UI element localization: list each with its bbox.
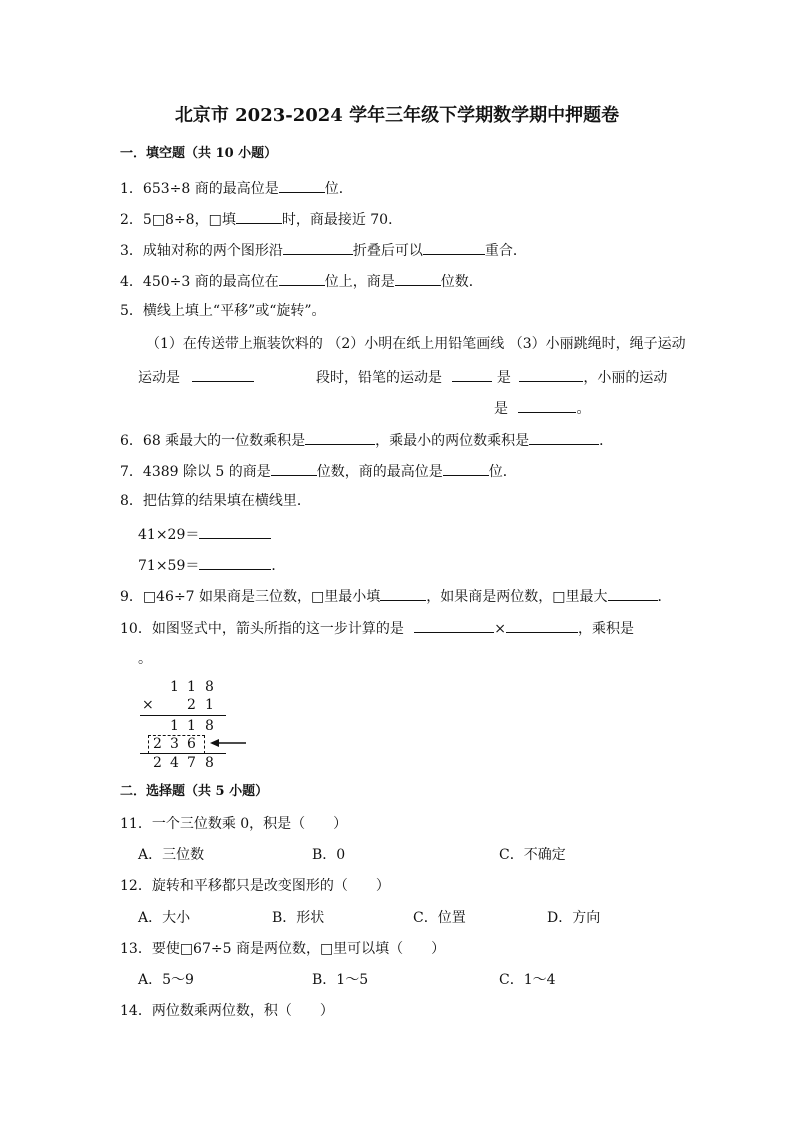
digit-r1-c2: 1 — [187, 679, 196, 695]
question-8-stem: 8．把估算的结果填在横线里． — [120, 493, 311, 509]
question-12-stem: 12．旋转和平移都只是改变图形的（ ） — [120, 878, 390, 894]
section-1-heading: 一．填空题（共 10 小题） — [120, 146, 278, 161]
q5-blank-3[interactable] — [519, 369, 583, 382]
q1-text: 1．653÷8 商的最高位是 — [120, 181, 279, 197]
q9-blank-1[interactable] — [380, 588, 426, 601]
digit-r4-c1: 3 — [170, 736, 179, 752]
q3-blank-1[interactable] — [283, 242, 353, 255]
q6-blank-1[interactable] — [305, 432, 375, 445]
q10-blank-2[interactable] — [506, 620, 578, 633]
q12-option-c[interactable]: C．位置 — [413, 910, 466, 926]
digit-r4-c0: 2 — [153, 736, 162, 752]
question-13-stem: 13．要使□67÷5 商是两位数，□里可以填（ ） — [120, 941, 446, 957]
q2-blank[interactable] — [236, 211, 282, 224]
q1-blank[interactable] — [279, 180, 325, 193]
line-1 — [140, 715, 226, 716]
q2-end: 时，商最接近 70． — [281, 212, 403, 228]
q5-sub3-shi-2: 是 — [494, 401, 508, 417]
question-4 — [120, 273, 483, 289]
digit-r3-c1: 1 — [170, 718, 179, 734]
q3-end: 重合． — [484, 243, 527, 259]
question-14-stem: 14．两位数乘两位数，积（ ） — [120, 1003, 334, 1019]
question-11-stem: 11．一个三位数乘 0，积是（ ） — [120, 816, 348, 832]
q7-blank-1[interactable] — [271, 463, 317, 476]
question-5-row-3 — [494, 400, 590, 416]
q2-text: 2．5□8÷8，□填 — [120, 212, 236, 228]
q9-end: ． — [657, 589, 672, 605]
q7-text: 7．4389 除以 5 的商是 — [120, 464, 271, 480]
q8-blank-1[interactable] — [199, 526, 271, 539]
q9-mid: ，如果商是两位数，□里最大 — [426, 589, 608, 605]
q5-sub2-label: 段时，铅笔的运动是 — [316, 370, 442, 386]
digit-r2-c3: 1 — [205, 697, 214, 713]
question-5-row-2a — [138, 369, 254, 385]
q11-option-b[interactable]: B．0 — [312, 847, 346, 863]
q5-sub3-label: ，小丽的运动 — [583, 370, 668, 386]
q12-option-b[interactable]: B．形状 — [272, 910, 325, 926]
digit-r5-c1: 4 — [170, 755, 179, 771]
q10-times: × — [494, 621, 507, 637]
q3-mid: 折叠后可以 — [352, 243, 423, 259]
question-8-expr-2 — [138, 557, 285, 573]
digit-r5-c2: 7 — [187, 755, 196, 771]
digit-r5-c3: 8 — [205, 755, 214, 771]
q13-option-a[interactable]: A．5～9 — [138, 972, 194, 988]
q8-blank-2[interactable] — [199, 557, 271, 570]
q1-end: 位． — [324, 181, 353, 197]
question-8-expr-1 — [138, 526, 271, 542]
line-2 — [140, 753, 226, 754]
question-7 — [120, 463, 517, 479]
q6-blank-2[interactable] — [529, 432, 599, 445]
q9-text: 9．□46÷7 如果商是三位数，□里最小填 — [120, 589, 381, 605]
question-6 — [120, 432, 613, 448]
digit-r1-c3: 8 — [205, 679, 214, 695]
question-5-row-2b — [316, 369, 667, 385]
q5-blank-1[interactable] — [192, 369, 254, 382]
q4-text: 4．450÷3 商的最高位在 — [120, 274, 279, 290]
left-arrow-icon — [208, 737, 248, 749]
q4-end: 位数． — [440, 274, 483, 290]
digit-r2-c2: 2 — [187, 697, 196, 713]
q5-end: 。 — [576, 401, 591, 417]
q10-blank-1[interactable] — [414, 620, 494, 633]
q4-blank-1[interactable] — [279, 273, 325, 286]
digit-r4-c2: 6 — [187, 736, 196, 752]
q8-expr-2-end: ． — [271, 558, 286, 574]
q3-text: 3．成轴对称的两个图形沿 — [120, 243, 283, 259]
q7-mid: 位数，商的最高位是 — [316, 464, 443, 480]
q4-mid: 位上，商是 — [324, 274, 395, 290]
digit-r3-c2: 1 — [187, 718, 196, 734]
q6-mid: ，乘最小的两位数乘积是 — [375, 433, 530, 449]
q10-mid: ，乘积是 — [578, 621, 635, 637]
digit-r5-c0: 2 — [153, 755, 162, 771]
question-5-stem: 5．横线上填上“平移”或“旋转”。 — [120, 303, 326, 319]
question-10 — [120, 620, 634, 636]
question-1 — [120, 180, 353, 196]
q6-text: 6．68 乘最大的一位数乘积是 — [120, 433, 306, 449]
question-3 — [120, 242, 527, 258]
q5-sub3-shi: 是 — [496, 370, 511, 386]
section-2-heading: 二．选择题（共 5 小题） — [120, 784, 269, 799]
q8-expr-2-text: 71×59＝ — [138, 558, 200, 574]
times-sign: × — [142, 697, 154, 713]
q12-option-d[interactable]: D．方向 — [547, 910, 601, 926]
q11-option-c[interactable]: C．不确定 — [499, 847, 566, 863]
q3-blank-2[interactable] — [423, 242, 485, 255]
q8-expr-1-text: 41×29＝ — [138, 527, 200, 543]
question-10-end: 。 — [138, 651, 152, 667]
q9-blank-2[interactable] — [608, 588, 658, 601]
q6-end: ． — [599, 433, 614, 449]
q4-blank-2[interactable] — [395, 273, 441, 286]
q12-option-a[interactable]: A．大小 — [138, 910, 191, 926]
page-title: 北京市 2023-2024 学年三年级下学期数学期中押题卷 — [174, 105, 620, 126]
question-2 — [120, 211, 402, 227]
q7-blank-2[interactable] — [443, 463, 489, 476]
q5-sub1-label: 运动是 — [138, 370, 180, 386]
q13-option-c[interactable]: C．1～4 — [499, 972, 556, 988]
question-5-row-1: （1）在传送带上瓶装饮料的 （2）小明在纸上用铅笔画线 （3）小丽跳绳时，绳子运动 — [146, 336, 686, 352]
question-9 — [120, 588, 672, 604]
q5-blank-2[interactable] — [452, 369, 492, 382]
digit-r3-c3: 8 — [205, 718, 214, 734]
digit-r1-c1: 1 — [170, 679, 179, 695]
q11-option-a[interactable]: A．三位数 — [138, 847, 205, 863]
q5-blank-4[interactable] — [518, 400, 576, 413]
q10-text: 10．如图竖式中，箭头所指的这一步计算的是 — [120, 621, 404, 637]
q7-end: 位． — [488, 464, 517, 480]
q13-option-b[interactable]: B．1～5 — [312, 972, 369, 988]
